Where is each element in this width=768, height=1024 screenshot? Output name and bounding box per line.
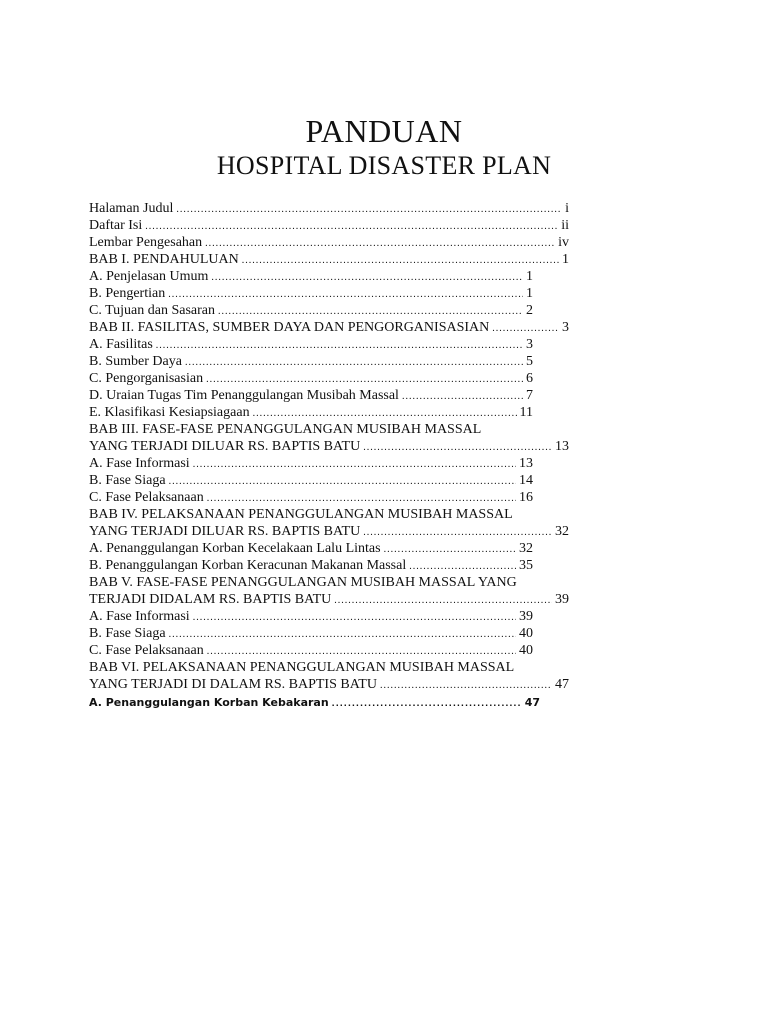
toc-entry-bab-1-b bbox=[89, 285, 533, 302]
toc-entry-bab-4-a bbox=[89, 540, 533, 557]
toc-dot-leader bbox=[363, 439, 552, 456]
toc-dot-leader bbox=[218, 303, 523, 320]
toc-entry-label: BAB I. PENDAHULUAN bbox=[89, 252, 239, 267]
toc-entry-bab-2-c bbox=[89, 370, 533, 387]
toc-entry-label: B. Fase Siaga bbox=[89, 626, 166, 641]
toc-entry-bab-2-b bbox=[89, 353, 533, 370]
toc-dot-leader bbox=[207, 490, 516, 507]
toc-entry-bab-3 bbox=[89, 438, 569, 455]
toc-page-number: 32 bbox=[519, 541, 533, 556]
toc-page-number: 16 bbox=[519, 490, 533, 505]
toc-dot-leader bbox=[409, 558, 516, 575]
toc-chapter-heading: BAB V. FASE-FASE PENANGGULANGAN MUSIBAH MASSAL YANG bbox=[89, 575, 517, 590]
toc-dot-leader bbox=[332, 695, 522, 712]
toc-entry-label: BAB II. FASILITAS, SUMBER DAYA DAN PENGORGANISASIAN bbox=[89, 320, 490, 335]
toc-entry-bab-6-a bbox=[89, 694, 540, 711]
toc-dot-leader bbox=[380, 677, 552, 694]
toc-entry-label: Halaman Judul bbox=[89, 201, 174, 216]
toc-entry-label: B. Penanggulangan Korban Keracunan Makanan Massal bbox=[89, 558, 407, 573]
toc-dot-leader bbox=[492, 320, 559, 337]
toc-entry-label: B. Pengertian bbox=[89, 286, 166, 301]
toc-entry-halaman-judul bbox=[89, 200, 569, 217]
toc-page-number: 6 bbox=[526, 371, 533, 386]
toc-page-number: 13 bbox=[519, 456, 533, 471]
toc-entry-bab-5-b bbox=[89, 625, 533, 642]
toc-page-number: 35 bbox=[519, 558, 533, 573]
toc-dot-leader bbox=[253, 405, 517, 422]
toc-page-number: 2 bbox=[526, 303, 533, 318]
toc-chapter-heading: BAB IV. PELAKSANAAN PENANGGULANGAN MUSIBAH MASSAL bbox=[89, 507, 513, 522]
toc-entry-daftar-isi bbox=[89, 217, 569, 234]
toc-entry-label: YANG TERJADI DI DALAM RS. BAPTIS BATU bbox=[89, 677, 377, 692]
toc-entry-label: B. Fase Siaga bbox=[89, 473, 166, 488]
toc-page-number: 14 bbox=[519, 473, 533, 488]
toc-entry-bab-4 bbox=[89, 523, 569, 540]
toc-entry-label: Daftar Isi bbox=[89, 218, 143, 233]
toc-entry-label: E. Klasifikasi Kesiapsiagaan bbox=[89, 405, 250, 420]
toc-entry-label: A. Fase Informasi bbox=[89, 456, 190, 471]
toc-page-number: ii bbox=[561, 218, 569, 233]
toc-entry-label: YANG TERJADI DILUAR RS. BAPTIS BATU bbox=[89, 439, 361, 454]
toc-entry-bab-3-b bbox=[89, 472, 533, 489]
toc-entry-bab-3-a bbox=[89, 455, 533, 472]
toc-entry-bab-6 bbox=[89, 676, 569, 693]
toc-entry-label: C. Pengorganisasian bbox=[89, 371, 204, 386]
toc-dot-leader bbox=[384, 541, 516, 558]
toc-entry-bab-2-d bbox=[89, 387, 533, 404]
toc-page-number: 32 bbox=[555, 524, 569, 539]
toc-dot-leader bbox=[206, 371, 523, 388]
toc-dot-leader bbox=[169, 473, 516, 490]
toc-entry-bab-2-a bbox=[89, 336, 533, 353]
table-of-contents bbox=[89, 200, 569, 711]
document-title: PANDUAN bbox=[305, 113, 463, 149]
toc-entry-bab-1-c bbox=[89, 302, 533, 319]
toc-entry-label: C. Fase Pelaksanaan bbox=[89, 643, 204, 658]
toc-entry-label: A. Penanggulangan Korban Kecelakaan Lalu Lintas bbox=[89, 541, 381, 556]
toc-dot-leader bbox=[145, 218, 558, 235]
toc-page-number: 1 bbox=[526, 286, 533, 301]
toc-entry-bab-5 bbox=[89, 591, 569, 608]
toc-entry-label: B. Sumber Daya bbox=[89, 354, 182, 369]
toc-page-number: 1 bbox=[562, 252, 569, 267]
toc-dot-leader bbox=[169, 626, 516, 643]
toc-dot-leader bbox=[242, 252, 559, 269]
toc-entry-label: C. Tujuan dan Sasaran bbox=[89, 303, 215, 318]
toc-page-number: iv bbox=[558, 235, 569, 250]
toc-dot-leader bbox=[185, 354, 523, 371]
toc-entry-bab-1-a bbox=[89, 268, 533, 285]
toc-dot-leader bbox=[156, 337, 523, 354]
toc-page-number: 39 bbox=[519, 609, 533, 624]
toc-dot-leader bbox=[193, 609, 516, 626]
toc-entry-bab-1 bbox=[89, 251, 569, 268]
toc-page-number: i bbox=[565, 201, 569, 216]
toc-dot-leader bbox=[402, 388, 523, 405]
toc-entry-bab-2-e bbox=[89, 404, 533, 421]
toc-page-number: 3 bbox=[526, 337, 533, 352]
toc-page-number: 47 bbox=[555, 677, 569, 692]
toc-entry-bab-5-a bbox=[89, 608, 533, 625]
toc-entry-bab-2 bbox=[89, 319, 569, 336]
toc-dot-leader bbox=[334, 592, 552, 609]
toc-entry-bab-3-c bbox=[89, 489, 533, 506]
toc-page-number: 11 bbox=[519, 405, 533, 420]
toc-entry-bab-5-c bbox=[89, 642, 533, 659]
document-subtitle: HOSPITAL DISASTER PLAN bbox=[216, 151, 552, 180]
toc-entry-bab-4-b bbox=[89, 557, 533, 574]
toc-dot-leader bbox=[363, 524, 552, 541]
toc-page-number: 3 bbox=[562, 320, 569, 335]
toc-entry-lembar-pengesahan bbox=[89, 234, 569, 251]
toc-page-number: 13 bbox=[555, 439, 569, 454]
toc-entry-label: YANG TERJADI DILUAR RS. BAPTIS BATU bbox=[89, 524, 361, 539]
toc-dot-leader bbox=[211, 269, 523, 286]
toc-page-number: 47 bbox=[524, 696, 540, 709]
toc-page-number: 40 bbox=[519, 626, 533, 641]
toc-page-number: 5 bbox=[526, 354, 533, 369]
toc-entry-label: TERJADI DIDALAM RS. BAPTIS BATU bbox=[89, 592, 332, 607]
toc-entry-label: A. Fase Informasi bbox=[89, 609, 190, 624]
toc-page-number: 1 bbox=[526, 269, 533, 284]
toc-chapter-heading: BAB III. FASE-FASE PENANGGULANGAN MUSIBAH MASSAL bbox=[89, 422, 482, 437]
toc-page-number: 40 bbox=[519, 643, 533, 658]
toc-dot-leader bbox=[176, 201, 562, 218]
toc-entry-label: A. Fasilitas bbox=[89, 337, 153, 352]
toc-dot-leader bbox=[207, 643, 516, 660]
toc-entry-label: A. Penjelasan Umum bbox=[89, 269, 209, 284]
toc-dot-leader bbox=[168, 286, 523, 303]
toc-page-number: 39 bbox=[555, 592, 569, 607]
toc-dot-leader bbox=[205, 235, 555, 252]
toc-chapter-heading: BAB VI. PELAKSANAAN PENANGGULANGAN MUSIBAH MASSAL bbox=[89, 660, 515, 675]
toc-entry-label: Lembar Pengesahan bbox=[89, 235, 203, 250]
toc-page-number: 7 bbox=[526, 388, 533, 403]
toc-entry-label: C. Fase Pelaksanaan bbox=[89, 490, 204, 505]
toc-entry-label: D. Uraian Tugas Tim Penanggulangan Musibah Massal bbox=[89, 388, 399, 403]
toc-entry-label: A. Penanggulangan Korban Kebakaran bbox=[89, 696, 329, 709]
toc-dot-leader bbox=[193, 456, 516, 473]
